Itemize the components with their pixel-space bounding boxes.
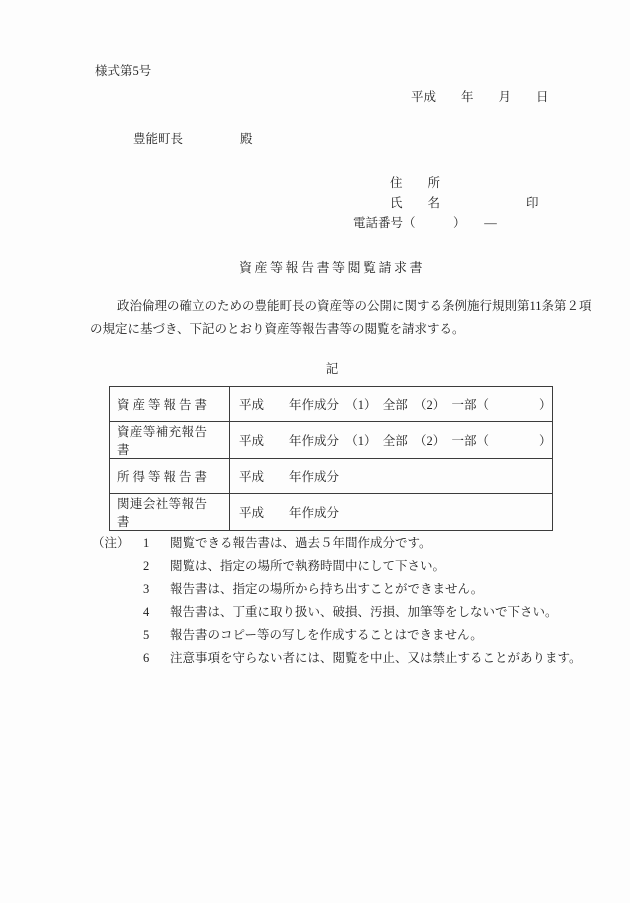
note-text: 報告書は、丁重に取り扱い、破損、汚損、加筆等をしないで下さい。 [170, 605, 558, 619]
seal-label: 印 [526, 196, 539, 210]
addressee: 豊能町長 [133, 132, 184, 146]
report-type-cell [110, 459, 230, 494]
report-type-cell [110, 387, 230, 422]
honorific: 殿 [240, 132, 253, 146]
note-prefix [92, 601, 143, 624]
report-detail-cell: 平成 年作成分 （1） 全部 （2） 一部（ ） [230, 387, 553, 422]
note-item [92, 647, 592, 670]
table-row [110, 387, 553, 422]
address-label: 住 所 [390, 176, 441, 190]
note-text: 報告書は、指定の場所から持ち出すことができません。 [170, 582, 484, 596]
note-item [92, 532, 592, 555]
report-table [109, 386, 553, 531]
body-line: の規定に基づき、下記のとおり資産等報告書等の閲覧を請求する。 [90, 322, 465, 336]
note-prefix [92, 647, 143, 670]
ki-heading: 記 [325, 362, 339, 376]
document-title: 資産等報告書等閲覧請求書 [238, 260, 425, 275]
note-text: 注意事項を守らない者には、閲覧を中止、又は禁止することがあります。 [170, 651, 582, 665]
report-type-label: 関連会社等報告書 [117, 497, 207, 529]
table-row [110, 459, 553, 494]
note-text: 閲覧できる報告書は、過去５年間作成分です。 [170, 536, 432, 550]
note-text: 閲覧は、指定の場所で執務時間中にして下さい。 [170, 559, 446, 573]
note-number: 4 [143, 605, 150, 619]
note-prefix [92, 624, 143, 647]
report-type-label: 資産等補充報告書 [117, 425, 207, 457]
note-number: 1 [143, 536, 150, 550]
note-number: 2 [143, 559, 150, 573]
note-text: 報告書のコピー等の写しを作成することはできません。 [170, 628, 483, 642]
report-type-cell [110, 494, 230, 531]
note-number: 3 [143, 582, 150, 596]
report-type-label: 資産等報告書 [117, 398, 207, 412]
table-row [110, 422, 553, 459]
body-line: 政治倫理の確立のための豊能町長の資産等の公開に関する条例施行規則第11条第２項 [117, 299, 592, 313]
note-number: 6 [143, 651, 150, 665]
report-detail-cell: 平成 年作成分 [230, 494, 553, 531]
report-detail-cell: 平成 年作成分 （1） 全部 （2） 一部（ ） [230, 422, 553, 459]
note-item [92, 624, 592, 647]
body-paragraph [90, 295, 590, 341]
report-type-cell [110, 422, 230, 459]
date-line: 平成 年 月 日 [411, 90, 549, 104]
note-number: 5 [143, 628, 150, 642]
note-item [92, 601, 592, 624]
table-row [110, 494, 553, 531]
notes [92, 532, 592, 670]
note-prefix [92, 555, 143, 578]
name-label: 氏 名 [390, 196, 441, 210]
report-type-label: 所得等報告書 [117, 470, 207, 484]
report-detail-cell: 平成 年作成分 [230, 459, 553, 494]
note-prefix: （注） [92, 536, 130, 550]
note-item [92, 578, 592, 601]
form-number: 様式第5号 [95, 64, 152, 78]
note-prefix [92, 578, 143, 601]
note-item [92, 555, 592, 578]
phone-line: 電話番号（ ） ― [353, 216, 497, 230]
